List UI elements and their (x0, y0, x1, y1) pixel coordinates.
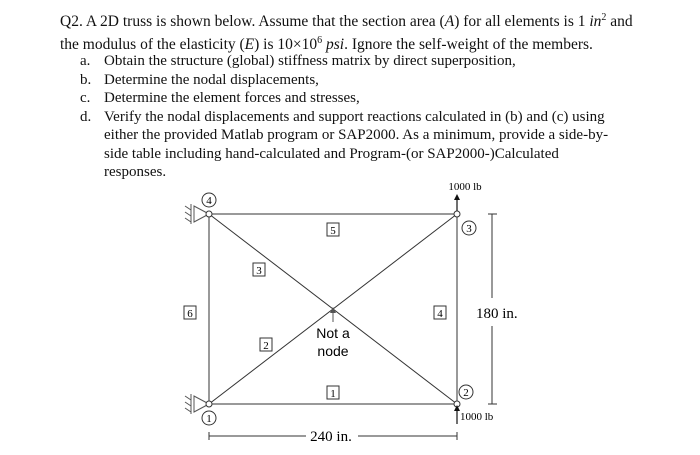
width-dimension-label: 240 in. (310, 429, 352, 445)
not-a-node-line2: node (317, 343, 349, 359)
joint-3 (454, 211, 460, 217)
element-1-label: 1 (330, 388, 336, 400)
question-text: Q2. A 2D truss is shown below. Assume that the section area (A) for all elements is 1 $in^2$ and the modulus of the elasticity (E) is $10\times 10^6$ psi. Ignore the self-weight of the members. (60, 8, 680, 54)
joint-1 (206, 401, 212, 407)
element-3-label: 3 (256, 265, 262, 277)
pin-support-node-1 (185, 394, 209, 414)
element-5-label: 5 (330, 225, 336, 237)
task-item-b: b. Determine the nodal displacements, (80, 71, 319, 88)
load-top-label: 1000 lb (448, 181, 482, 193)
task-item-d: d. Verify the nodal displacements and support reactions calculated in (b) and (c) using either the provided Matlab program or SAP2000. As a minimum, provide a side-by-side table including hand-calculated and Program-(or SAP2000-)Calculated responses. (80, 108, 609, 180)
joint-4 (206, 211, 212, 217)
load-bottom-label: 1000 lb (460, 411, 494, 423)
question-line-2: the modulus of the elasticity (E) is $10\times 10^6$ psi. Ignore the self-weight of the members. (60, 35, 593, 54)
height-dimension-label: 180 in. (476, 306, 518, 322)
task-item-c: c. Determine the element forces and stresses, (80, 90, 360, 106)
element-4-label: 4 (437, 308, 443, 320)
node-2-label: 2 (463, 387, 469, 399)
not-a-node-line1: Not a (316, 325, 350, 341)
load-arrowhead-top (454, 194, 460, 200)
task-item-a: a. Obtain the structure (global) stiffness matrix by direct superposition, (80, 53, 516, 69)
node-4-label: 4 (206, 195, 212, 207)
element-6-label: 6 (187, 308, 193, 320)
element-2-label: 2 (263, 340, 269, 352)
pin-support-node-4 (185, 204, 209, 224)
node-3-label: 3 (466, 223, 472, 235)
node-1-label: 1 (206, 413, 212, 425)
